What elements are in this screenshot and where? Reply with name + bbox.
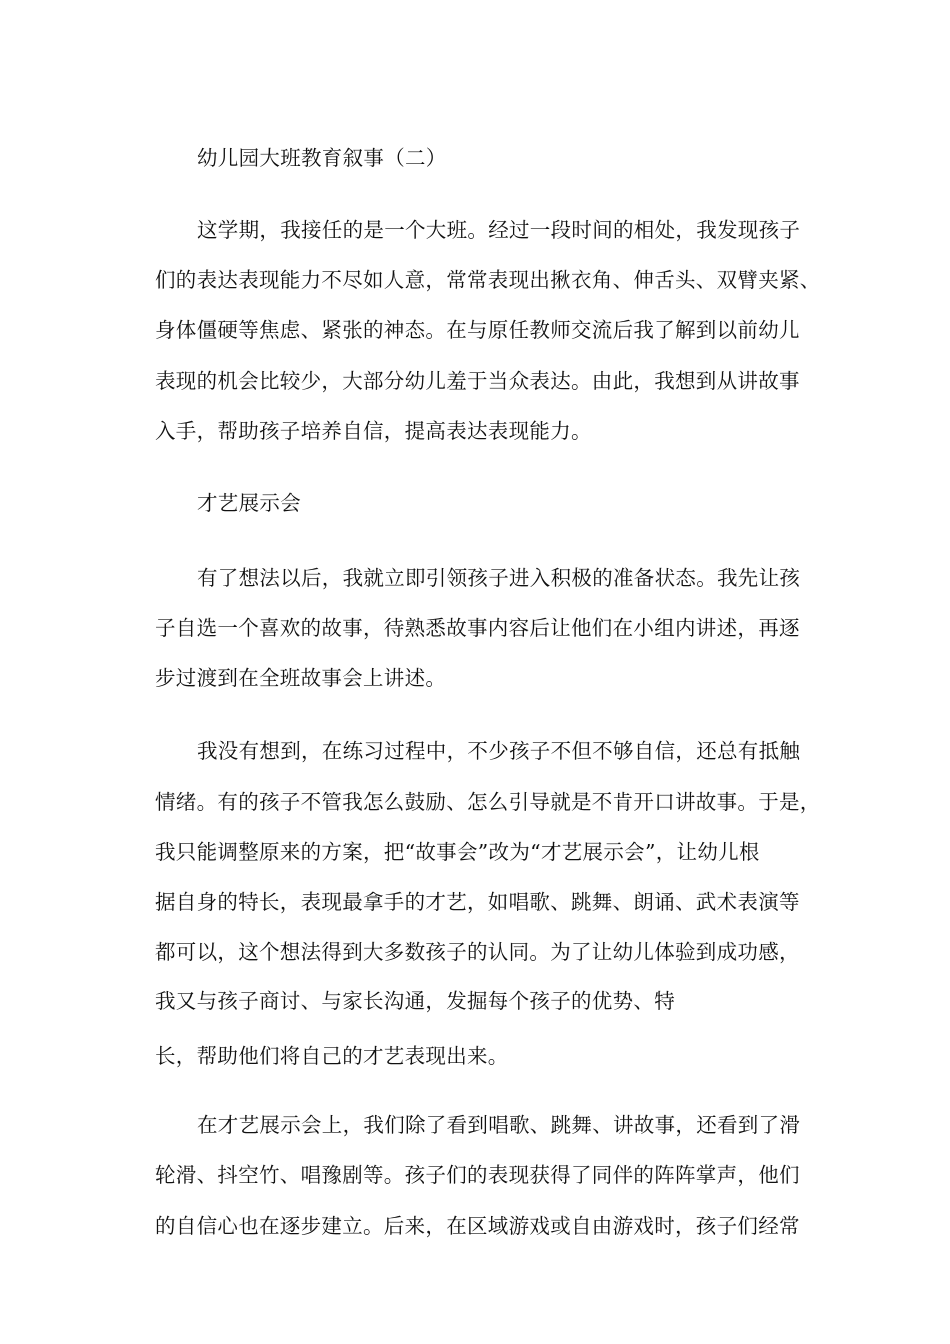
paragraph-1-line-1: 这学期，我接任的是一个大班。经过一段时间的相处，我发现孩子 — [197, 218, 801, 242]
section-heading: 才艺展示会 — [197, 491, 301, 515]
paragraph-1-line-4: 表现的机会比较少，大部分幼儿羞于当众表达。由此，我想到从讲故事 — [155, 369, 800, 393]
paragraph-4-line-1: 在才艺展示会上，我们除了看到唱歌、跳舞、讲故事，还看到了滑 — [197, 1113, 801, 1137]
paragraph-4-line-3: 的自信心也在逐步建立。后来，在区域游戏或自由游戏时，孩子们经常 — [155, 1214, 800, 1238]
paragraph-1-line-2: 们的表达表现能力不尽如人意，常常表现出揪衣角、伸舌头、双臂夹紧、 — [155, 268, 821, 292]
paragraph-3-line-7: 长，帮助他们将自己的才艺表现出来。 — [155, 1044, 509, 1068]
paragraph-3-line-5: 都可以，这个想法得到大多数孩子的认同。为了让幼儿体验到成功感， — [155, 940, 800, 964]
paragraph-1-line-5: 入手，帮助孩子培养自信，提高表达表现能力。 — [155, 419, 592, 443]
paragraph-3-line-4: 据自身的特长，表现最拿手的才艺，如唱歌、跳舞、朗诵、武术表演等 — [155, 890, 800, 914]
paragraph-3-line-6: 我又与孩子商讨、与家长沟通，发掘每个孩子的优势、特 — [155, 989, 675, 1013]
document-title: 幼儿园大班教育叙事（二） — [197, 146, 447, 170]
paragraph-3-line-2: 情绪。有的孩子不管我怎么鼓励、怎么引导就是不肯开口讲故事。于是， — [155, 790, 821, 814]
paragraph-3-line-1: 我没有想到，在练习过程中，不少孩子不但不够自信，还总有抵触 — [197, 739, 801, 763]
paragraph-2-line-1: 有了想法以后，我就立即引领孩子进入积极的准备状态。我先让孩 — [197, 566, 801, 590]
paragraph-2-line-3: 步过渡到在全班故事会上讲述。 — [155, 666, 447, 690]
paragraph-1-line-3: 身体僵硬等焦虑、紧张的神态。在与原任教师交流后我了解到以前幼儿 — [155, 318, 800, 342]
paragraph-2-line-2: 子自选一个喜欢的故事，待熟悉故事内容后让他们在小组内讲述，再逐 — [155, 616, 800, 640]
paragraph-4-line-2: 轮滑、抖空竹、唱豫剧等。孩子们的表现获得了同伴的阵阵掌声，他们 — [155, 1163, 800, 1187]
paragraph-3-line-3: 我只能调整原来的方案，把“故事会”改为“才艺展示会”，让幼儿根 — [155, 840, 760, 864]
